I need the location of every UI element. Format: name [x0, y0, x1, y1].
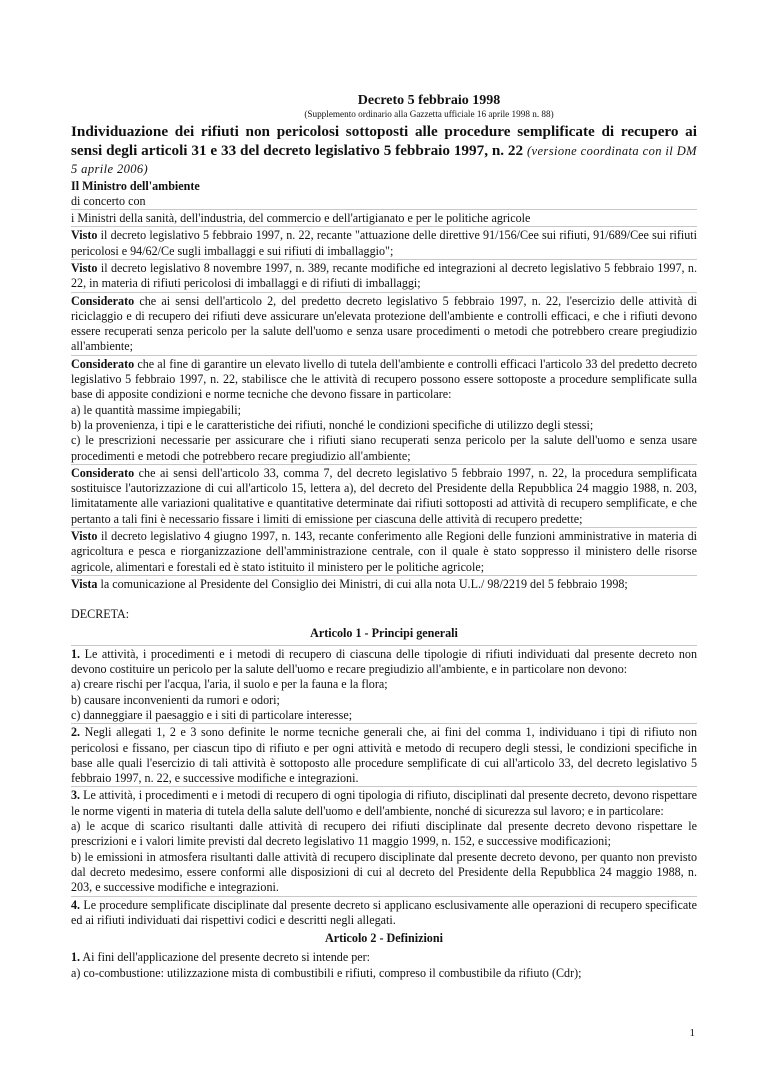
paragraph: [71, 966, 697, 981]
paragraph-lead: 2.: [71, 725, 81, 740]
paragraph: [71, 226, 697, 259]
heading-main: Individuazione dei rifiuti non pericolosi sottoposti alle procedure semplificate di recupero ai sensi degli articoli 31 e 33 del decreto legislativo 5 febbraio 1997, n. 22: [71, 123, 697, 159]
paragraph-text: che ai sensi dell'articolo 2, del predetto decreto legislativo 5 febbraio 1997, n. 22, l'esercizio delle attività di riciclaggio e di recupero dei rifiuti deve assicurare un'elevata protezione dell'ambiente e controlli efficaci, e che i rifiuti devono essere recuperati senza pericolo per la salute dell'uomo e senza usare procedimenti o metodi che potrebbero creare pregiudizio all'ambiente;: [71, 293, 697, 354]
paragraph-text: b) la provenienza, i tipi e le caratteristiche dei rifiuti, nonché le condizioni specifiche di utilizzo degli stessi;: [71, 417, 594, 432]
paragraph-lead: 1.: [71, 950, 81, 965]
paragraph-lead: 1.: [71, 646, 81, 661]
paragraph-text: a) le quantità massime impiegabili;: [71, 402, 241, 417]
paragraph: [71, 896, 697, 929]
paragraph-text: c) le prescrizioni necessarie per assicurare che i rifiuti siano recuperati senza pericolo per la salute dell'uomo e senza usare procedimenti e metodi che potrebbero recare pregiudizio all'ambiente;: [71, 433, 697, 463]
paragraph-text: b) causare inconvenienti da rumori e odori;: [71, 692, 280, 707]
paragraph-text: b) le emissioni in atmosfera risultanti dalle attività di recupero disciplinate dal presente decreto devono, per quanto non previsto dal decreto medesimo, essere conformi alle disposizioni di cui al decreto del Presidente della Repubblica 24 maggio 1988, n. 203, e successive modifiche e integrazioni.: [71, 849, 697, 895]
paragraph: [71, 693, 697, 708]
paragraph-text: che ai sensi dell'articolo 33, comma 7, del decreto legislativo 5 febbraio 1997, n. 22, la procedura semplificata sostituisce l'autorizzazione di cui all'articolo 15, lettera a), del decreto del Presidente della Repubblica 24 maggio 1988, n. 203, limitatamente alle variazioni qualitative e quantitative determinate dai rifiuti sottoposti ad attività di recupero semplificate, e che pertanto a tali fini è necessario fissare i limiti di emissione per ciascuna delle attività di recupero predette;: [71, 465, 697, 526]
paragraph-lead: Visto: [71, 228, 98, 243]
paragraph: [71, 433, 697, 464]
paragraph: [71, 418, 697, 433]
paragraph-lead: Vista: [71, 576, 98, 591]
decreta-line: DECRETA:: [71, 607, 130, 622]
paragraph-text: Le attività, i procedimenti e i metodi di recupero di ogni tipologia di rifiuto, disciplinati dal presente decreto, devono rispettare le norme vigenti in materia di tutela della salute dell'uomo e dell'ambiente, nonché di sicurezza sul lavoro; e in particolare:: [71, 788, 697, 818]
article-2-title: Articolo 2 - Definizioni: [325, 931, 443, 946]
paragraph-text: a) co-combustione: utilizzazione mista di combustibili e rifiuti, compreso il combustibile da rifiuto (Cdr);: [71, 965, 582, 980]
paragraph-text: Le attività, i procedimenti e i metodi di recupero di ciascuna delle tipologie di rifiuti individuati dal presente decreto non devono costituire un pericolo per la salute dell'uomo e recare pregiudizio all'ambiente, e in particolare non devono:: [71, 646, 697, 677]
paragraph-text: Negli allegati 1, 2 e 3 sono definite le norme tecniche generali che, ai fini del comma 1, individuano i tipi di rifiuto non pericolosi e fissano, per ciascun tipo di rifiuto e per ogni attività e metodo di recupero degli stessi, le condizioni specifiche in base alle quali l'esercizio di tali attività è sottoposto alle procedure semplificate di cui all'articolo 33, del decreto legislativo 5 febbraio 1997, n. 22, e successive modifiche e integrazioni.: [71, 725, 697, 786]
paragraph: [71, 464, 697, 527]
document-subtitle: (Supplemento ordinario alla Gazzetta ufficiale 16 aprile 1998 n. 88): [304, 109, 554, 119]
article-1-title: Articolo 1 - Principi generali: [310, 625, 458, 640]
paragraph: [71, 355, 697, 403]
paragraph: [71, 950, 697, 965]
paragraph-lead: Considerato: [71, 293, 135, 308]
article-1-body: [71, 645, 697, 928]
paragraph-text: che al fine di garantire un elevato livello di tutela dell'ambiente e controlli efficaci l'articolo 33 del predetto decreto legislativo 5 febbraio 1997, n. 22, stabilisce che le attività di recupero possono essere sottoposte a procedure semplificate sulla base di apposite condizioni e norme tecniche che devono fissare in particolare:: [71, 356, 697, 402]
paragraph-text: il decreto legislativo 8 novembre 1997, n. 389, recante modifiche ed integrazioni al decreto legislativo 5 febbraio 1997, n. 22, in materia di rifiuti pericolosi di imballaggi e di rifiuti di imballaggi;: [71, 260, 697, 291]
paragraph-text: il decreto legislativo 4 giugno 1997, n. 143, recante conferimento alle Regioni delle funzioni amministrative in materia di agricoltura e pesca e riorganizzazione dell'amministrazione centrale, con il quale è stato soppresso il ministero delle risorse agricole, alimentari e forestali ed è stato istituito il ministero per le politiche agricole;: [71, 529, 697, 574]
paragraph-text: a) le acque di scarico risultanti dalle attività di recupero dei rifiuti disciplinate dal presente decreto devono rispettare le prescrizioni e i valori limite previsti dal decreto legislativo 11 maggio 1999, n. 152, e successive modificazioni;: [71, 819, 697, 849]
paragraph: [71, 259, 697, 292]
paragraph: [71, 575, 697, 592]
ministro-line: Il Ministro dell'ambiente: [71, 178, 200, 193]
paragraph-lead: Visto: [71, 260, 98, 275]
paragraph-lead: 3.: [71, 788, 81, 803]
paragraph: [71, 292, 697, 355]
preamble-section: [71, 226, 697, 592]
paragraph: [71, 645, 697, 678]
paragraph-text: il decreto legislativo 5 febbraio 1997, n. 22, recante "attuazione delle direttive 91/156/Cee sui rifiuti, 91/689/Cee sui rifiuti pericolosi e 94/62/Ce sugli imballaggi e sui rifiuti di imballaggio";: [71, 228, 697, 258]
paragraph: [71, 850, 697, 896]
paragraph-lead: Visto: [71, 529, 98, 544]
article-2-body: [71, 950, 697, 981]
document-title: Decreto 5 febbraio 1998: [357, 93, 501, 108]
paragraph: [71, 527, 697, 575]
paragraph-lead: 4.: [71, 897, 81, 912]
paragraph-text: a) creare rischi per l'acqua, l'aria, il suolo e per la fauna e la flora;: [71, 677, 388, 692]
paragraph: [71, 723, 697, 786]
paragraph-text: la comunicazione al Presidente del Consiglio dei Ministri, di cui alla nota U.L./ 98/2219 del 5 febbraio 1998;: [97, 576, 628, 591]
paragraph-text: Le procedure semplificate disciplinate dal presente decreto si applicano esclusivamente alle operazioni di recupero specificate ed ai rifiuti individuati dai rispettivi codici e descritti negli allegati.: [71, 897, 697, 927]
paragraph-lead: Considerato: [71, 465, 135, 480]
page-number: 1: [689, 1027, 695, 1039]
paragraph: [71, 786, 697, 819]
paragraph-text: Ai fini dell'applicazione del presente decreto si intende per:: [80, 950, 371, 965]
concerto-line: di concerto con: [71, 193, 146, 208]
ministri-line: i Ministri della sanità, dell'industria, del commercio e dell'artigianato e per le politiche agricole: [71, 209, 697, 226]
heading-note: (versione coordinata con il DM 5 aprile 2006): [71, 143, 697, 176]
paragraph: [71, 708, 697, 723]
paragraph: [71, 403, 697, 418]
document-heading: [71, 123, 697, 179]
paragraph-lead: Considerato: [71, 356, 135, 371]
paragraph-text: c) danneggiare il paesaggio e i siti di particolare interesse;: [71, 708, 353, 722]
paragraph: [71, 677, 697, 692]
paragraph: [71, 819, 697, 850]
